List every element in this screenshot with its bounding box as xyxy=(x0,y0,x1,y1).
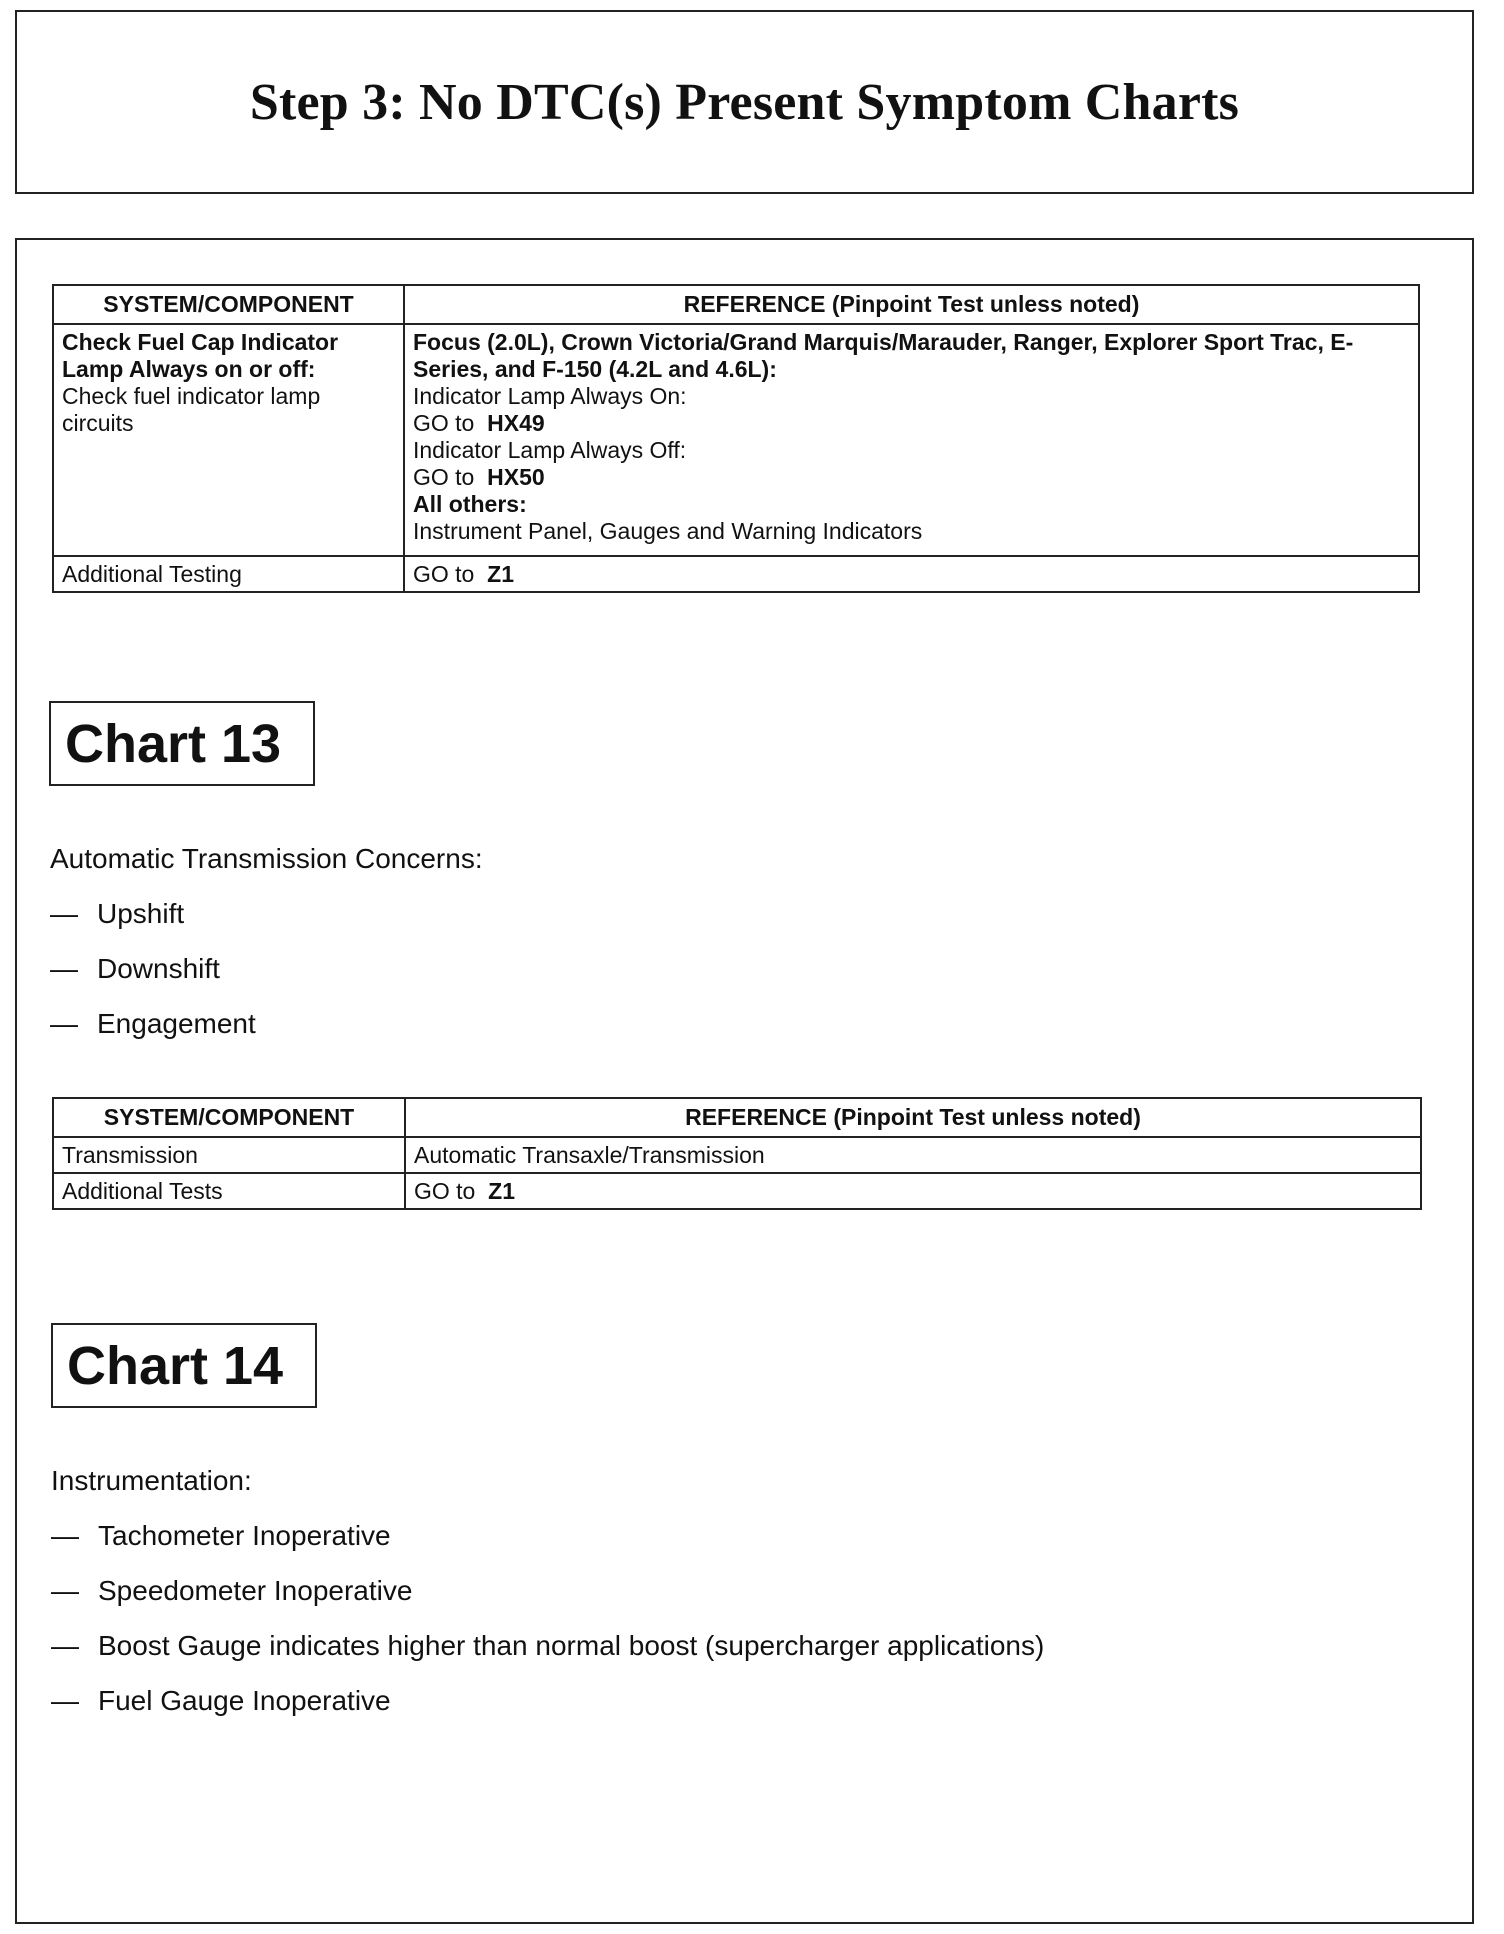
reference-cell xyxy=(405,1173,1421,1209)
list-item xyxy=(51,1684,1044,1739)
pinpoint-ref-z1: Z1 xyxy=(487,561,514,587)
lamp-off-goto xyxy=(413,464,1410,491)
dash-bullet: — xyxy=(50,898,78,929)
lamp-on-label: Indicator Lamp Always On: xyxy=(413,383,687,409)
reference-cell xyxy=(404,324,1419,556)
dash-bullet: — xyxy=(51,1520,79,1551)
component-cell: Transmission xyxy=(53,1137,405,1173)
pinpoint-ref-z1: Z1 xyxy=(488,1178,515,1204)
list-item-text: Boost Gauge indicates higher than normal boost (supercharger applications) xyxy=(98,1630,1045,1661)
header-reference: REFERENCE (Pinpoint Test unless noted) xyxy=(404,285,1419,324)
dash-bullet: — xyxy=(51,1630,79,1661)
header-system-component: SYSTEM/COMPONENT xyxy=(53,1098,405,1137)
all-others-ref: Instrument Panel, Gauges and Warning Indicators xyxy=(413,518,923,544)
reference-cell xyxy=(404,556,1419,592)
page-title: Step 3: No DTC(s) Present Symptom Charts xyxy=(249,73,1240,131)
table-row xyxy=(53,1137,1421,1173)
lamp-off-label: Indicator Lamp Always Off: xyxy=(413,437,687,463)
list-item-text: Fuel Gauge Inoperative xyxy=(98,1685,391,1716)
header-system-component: SYSTEM/COMPONENT xyxy=(53,285,404,324)
list-item-text: Tachometer Inoperative xyxy=(98,1520,391,1551)
dash-bullet: — xyxy=(50,1008,78,1039)
list-item-text: Engagement xyxy=(97,1008,256,1039)
table-header-row xyxy=(53,285,1419,324)
dash-bullet: — xyxy=(50,953,78,984)
component-desc: Check fuel indicator lamp circuits xyxy=(62,383,321,436)
chart-14-intro: Instrumentation: xyxy=(51,1465,252,1496)
list-item-text: Upshift xyxy=(97,898,185,929)
component-cell xyxy=(53,324,404,556)
table-row xyxy=(53,1173,1421,1209)
list-item xyxy=(51,1519,1044,1574)
list-item xyxy=(50,952,256,1007)
table-row xyxy=(53,324,1419,556)
lamp-on-goto xyxy=(413,410,1410,437)
reference-table-1 xyxy=(52,284,1420,593)
chart-13-intro: Automatic Transmission Concerns: xyxy=(50,843,483,874)
chart-14-instrument-list xyxy=(51,1519,1044,1739)
chart-13-label: Chart 13 xyxy=(49,701,315,786)
all-others-label: All others: xyxy=(413,491,527,517)
pinpoint-ref-hx50: HX50 xyxy=(487,464,545,490)
list-item-text: Downshift xyxy=(97,953,220,984)
list-item xyxy=(50,897,256,952)
list-item xyxy=(51,1629,1044,1684)
chart-13-concern-list xyxy=(50,897,256,1062)
goto-text: GO to xyxy=(413,410,475,436)
pinpoint-ref-hx49: HX49 xyxy=(487,410,545,436)
list-item xyxy=(51,1574,1044,1629)
reference-cell: Automatic Transaxle/Transmission xyxy=(405,1137,1421,1173)
component-cell: Additional Tests xyxy=(53,1173,405,1209)
vehicle-list: Focus (2.0L), Crown Victoria/Grand Marquis/Marauder, Ranger, Explorer Sport Trac, E-Series, and F-150 (4.2L and 4.6L): xyxy=(413,329,1354,382)
header-reference: REFERENCE (Pinpoint Test unless noted) xyxy=(405,1098,1421,1137)
table-header-row xyxy=(53,1098,1421,1137)
goto-text: GO to xyxy=(414,1178,476,1204)
component-cell: Additional Testing xyxy=(53,556,404,592)
list-item xyxy=(50,1007,256,1062)
component-title: Check Fuel Cap Indicator Lamp Always on or off: xyxy=(62,329,339,382)
title-box xyxy=(15,10,1474,194)
reference-table-2 xyxy=(52,1097,1422,1210)
table-row xyxy=(53,556,1419,592)
chart-14-label: Chart 14 xyxy=(51,1323,317,1408)
goto-text: GO to xyxy=(413,561,475,587)
goto-text: GO to xyxy=(413,464,475,490)
dash-bullet: — xyxy=(51,1685,79,1716)
list-item-text: Speedometer Inoperative xyxy=(98,1575,413,1606)
dash-bullet: — xyxy=(51,1575,79,1606)
